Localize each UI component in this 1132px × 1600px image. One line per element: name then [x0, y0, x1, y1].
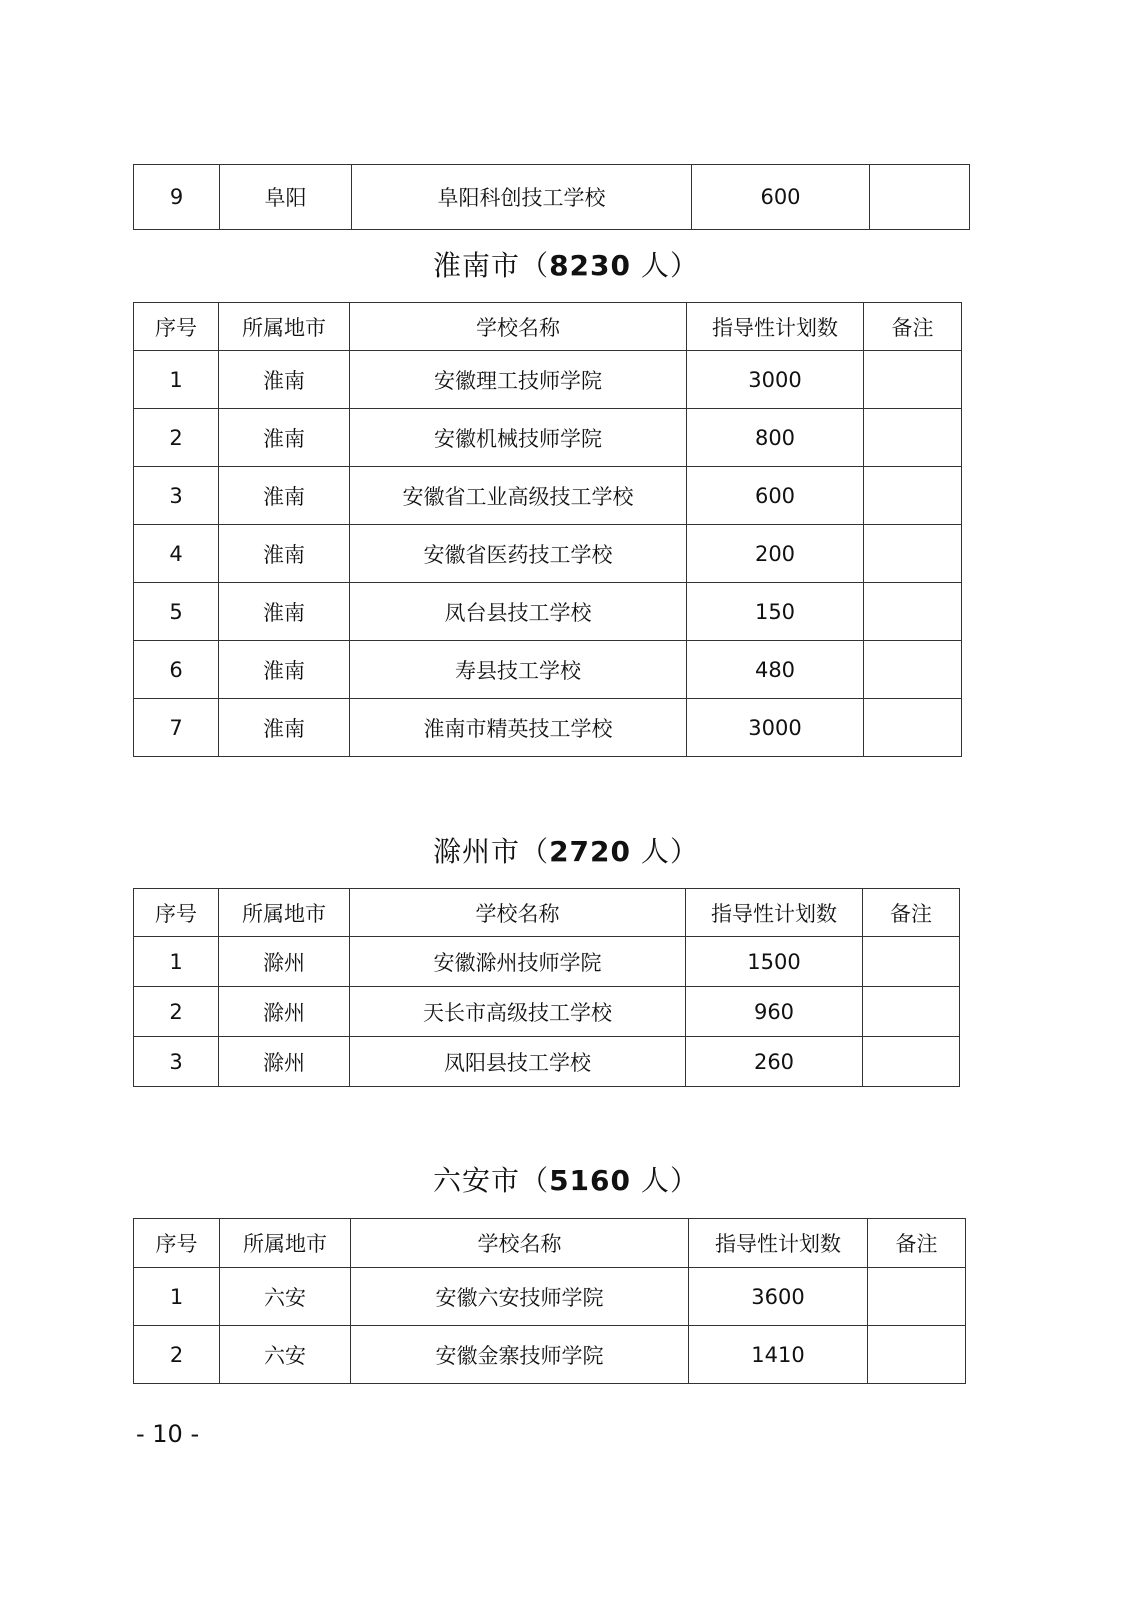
- cell-no: 3: [134, 1037, 219, 1087]
- section-title-huainan: [0, 244, 1132, 284]
- continued-table: [133, 164, 970, 230]
- section-name: 六安市: [433, 1164, 521, 1197]
- cell-school: 寿县技工学校: [350, 641, 687, 699]
- chuzhou-table: [133, 888, 960, 1087]
- cell-no: 7: [134, 699, 219, 757]
- huainan-table: [133, 302, 962, 757]
- header-school: 学校名称: [350, 889, 686, 937]
- paren-open: （: [520, 1164, 550, 1197]
- table-row: [134, 987, 960, 1037]
- section-unit: 人: [640, 249, 670, 282]
- page-number: - 10 -: [136, 1420, 200, 1448]
- cell-city: 淮南: [219, 525, 350, 583]
- cell-school: 安徽六安技师学院: [351, 1268, 689, 1326]
- table-row: [134, 583, 962, 641]
- cell-plan: 600: [692, 165, 870, 230]
- cell-plan: 1410: [689, 1326, 868, 1384]
- section-unit: 人: [640, 1164, 670, 1197]
- section-name: 淮南市: [433, 249, 521, 282]
- header-city: 所属地市: [219, 303, 350, 351]
- table-row: [134, 937, 960, 987]
- cell-no: 9: [134, 165, 220, 230]
- cell-school: 凤阳县技工学校: [350, 1037, 686, 1087]
- cell-note: [864, 467, 962, 525]
- cell-note: [870, 165, 970, 230]
- cell-school: 安徽省医药技工学校: [350, 525, 687, 583]
- table-row: [134, 351, 962, 409]
- cell-city: 淮南: [219, 409, 350, 467]
- cell-city: 滁州: [219, 937, 350, 987]
- cell-note: [864, 351, 962, 409]
- section-count: 5160: [549, 1164, 632, 1197]
- cell-city: 淮南: [219, 699, 350, 757]
- header-school: 学校名称: [351, 1219, 689, 1268]
- header-no: 序号: [134, 303, 219, 351]
- cell-no: 5: [134, 583, 219, 641]
- table-header-row: [134, 1219, 966, 1268]
- table-header-row: [134, 303, 962, 351]
- cell-plan: 150: [687, 583, 864, 641]
- paren-close: ）: [669, 249, 699, 282]
- table-row: [134, 699, 962, 757]
- luan-table: [133, 1218, 966, 1384]
- cell-plan: 800: [687, 409, 864, 467]
- table-row: [134, 641, 962, 699]
- cell-no: 2: [134, 1326, 220, 1384]
- cell-school: 天长市高级技工学校: [350, 987, 686, 1037]
- section-count: 8230: [549, 249, 632, 282]
- section-title-chuzhou: [0, 830, 1132, 870]
- paren-open: （: [520, 835, 550, 868]
- cell-plan: 1500: [686, 937, 863, 987]
- header-school: 学校名称: [350, 303, 687, 351]
- cell-city: 六安: [220, 1326, 351, 1384]
- header-city: 所属地市: [220, 1219, 351, 1268]
- table-row: [134, 525, 962, 583]
- header-note: 备注: [868, 1219, 966, 1268]
- cell-note: [863, 1037, 960, 1087]
- header-plan: 指导性计划数: [689, 1219, 868, 1268]
- cell-city: 阜阳: [220, 165, 352, 230]
- cell-school: 安徽机械技师学院: [350, 409, 687, 467]
- cell-plan: 200: [687, 525, 864, 583]
- cell-school: 安徽滁州技师学院: [350, 937, 686, 987]
- paren-open: （: [520, 249, 550, 282]
- table-row: [134, 1326, 966, 1384]
- header-no: 序号: [134, 1219, 220, 1268]
- cell-city: 滁州: [219, 987, 350, 1037]
- cell-plan: 260: [686, 1037, 863, 1087]
- cell-school: 淮南市精英技工学校: [350, 699, 687, 757]
- cell-no: 3: [134, 467, 219, 525]
- cell-note: [863, 937, 960, 987]
- cell-school: 安徽金寨技师学院: [351, 1326, 689, 1384]
- cell-city: 滁州: [219, 1037, 350, 1087]
- cell-city: 淮南: [219, 467, 350, 525]
- cell-city: 淮南: [219, 641, 350, 699]
- cell-no: 6: [134, 641, 219, 699]
- cell-school: 阜阳科创技工学校: [352, 165, 692, 230]
- table-row: [134, 467, 962, 525]
- section-title-luan: [0, 1159, 1132, 1199]
- header-plan: 指导性计划数: [687, 303, 864, 351]
- cell-note: [863, 987, 960, 1037]
- header-city: 所属地市: [219, 889, 350, 937]
- cell-note: [864, 641, 962, 699]
- cell-no: 1: [134, 1268, 220, 1326]
- cell-plan: 3000: [687, 699, 864, 757]
- cell-note: [868, 1268, 966, 1326]
- paren-close: ）: [669, 1164, 699, 1197]
- cell-note: [864, 525, 962, 583]
- cell-no: 4: [134, 525, 219, 583]
- cell-school: 凤台县技工学校: [350, 583, 687, 641]
- table-header-row: [134, 889, 960, 937]
- cell-note: [864, 699, 962, 757]
- header-no: 序号: [134, 889, 219, 937]
- cell-city: 淮南: [219, 583, 350, 641]
- cell-city: 淮南: [219, 351, 350, 409]
- table-row: [134, 409, 962, 467]
- section-name: 滁州市: [433, 835, 521, 868]
- header-plan: 指导性计划数: [686, 889, 863, 937]
- cell-plan: 3000: [687, 351, 864, 409]
- section-count: 2720: [549, 835, 632, 868]
- cell-note: [864, 409, 962, 467]
- cell-no: 2: [134, 409, 219, 467]
- cell-plan: 3600: [689, 1268, 868, 1326]
- cell-plan: 600: [687, 467, 864, 525]
- table-row: [134, 1268, 966, 1326]
- cell-school: 安徽理工技师学院: [350, 351, 687, 409]
- paren-close: ）: [669, 835, 699, 868]
- cell-school: 安徽省工业高级技工学校: [350, 467, 687, 525]
- cell-city: 六安: [220, 1268, 351, 1326]
- cell-no: 2: [134, 987, 219, 1037]
- cell-note: [868, 1326, 966, 1384]
- header-note: 备注: [864, 303, 962, 351]
- cell-note: [864, 583, 962, 641]
- cell-no: 1: [134, 351, 219, 409]
- table-row: [134, 165, 970, 230]
- cell-plan: 480: [687, 641, 864, 699]
- cell-no: 1: [134, 937, 219, 987]
- table-row: [134, 1037, 960, 1087]
- section-unit: 人: [640, 835, 670, 868]
- header-note: 备注: [863, 889, 960, 937]
- cell-plan: 960: [686, 987, 863, 1037]
